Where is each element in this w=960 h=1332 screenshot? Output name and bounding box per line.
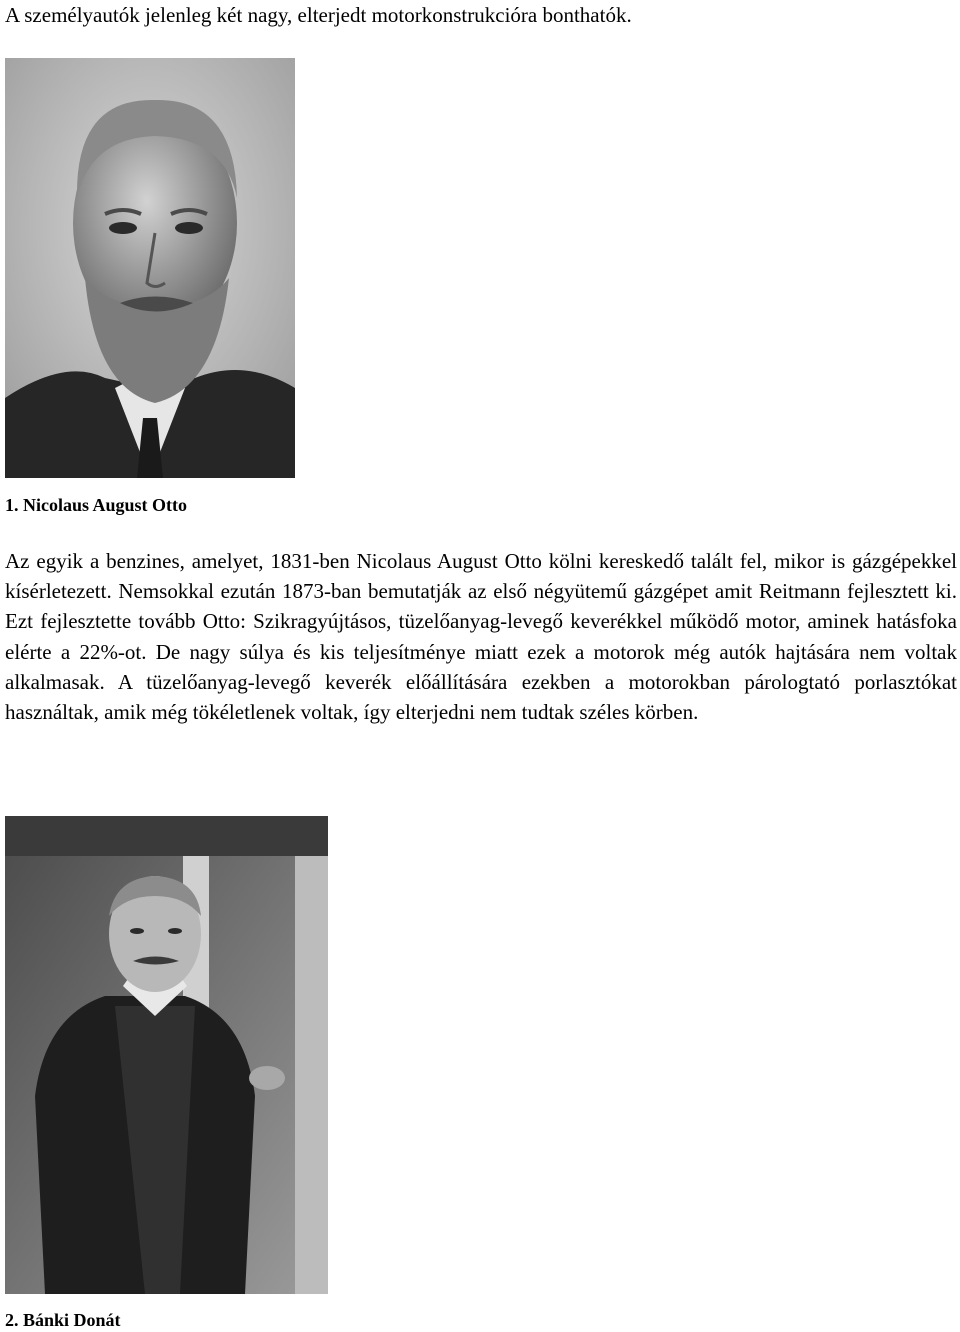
otto-portrait-photo	[5, 58, 295, 478]
intro-text: A személyautók jelenleg két nagy, elterjedt motorkonstrukcióra bonthatók.	[5, 3, 632, 27]
figure-caption-banki: 2. Bánki Donát	[5, 1310, 121, 1330]
figure-caption-otto: 1. Nicolaus August Otto	[5, 495, 188, 515]
body-paragraph: Az egyik a benzines, amelyet, 1831-ben Nicolaus August Otto kölni kereskedő talált fel, mikor is gázgépekkel kísérletezett. Nemsokkal ezután 1873-ban bemutatják az első négyütemű gázgépet amit Reitmann fejlesztett ki. Ezt fejlesztette tovább Otto: Szikragyújtásos, tüzelőanyag-levegő keverékkel működő motor, aminek hatásfoka elérte a 22%-ot. De nagy súlya és kis teljesítménye miatt ezek a motorok még autók hajtására nem voltak alkalmasak. A tüzelőanyag-levegő keverék előállítására ezekben a motorokban párologtató porlasztókat használtak, amik még tökéletlenek voltak, így elterjedni nem tudtak széles körben.	[5, 549, 957, 725]
banki-portrait-photo	[5, 816, 328, 1294]
